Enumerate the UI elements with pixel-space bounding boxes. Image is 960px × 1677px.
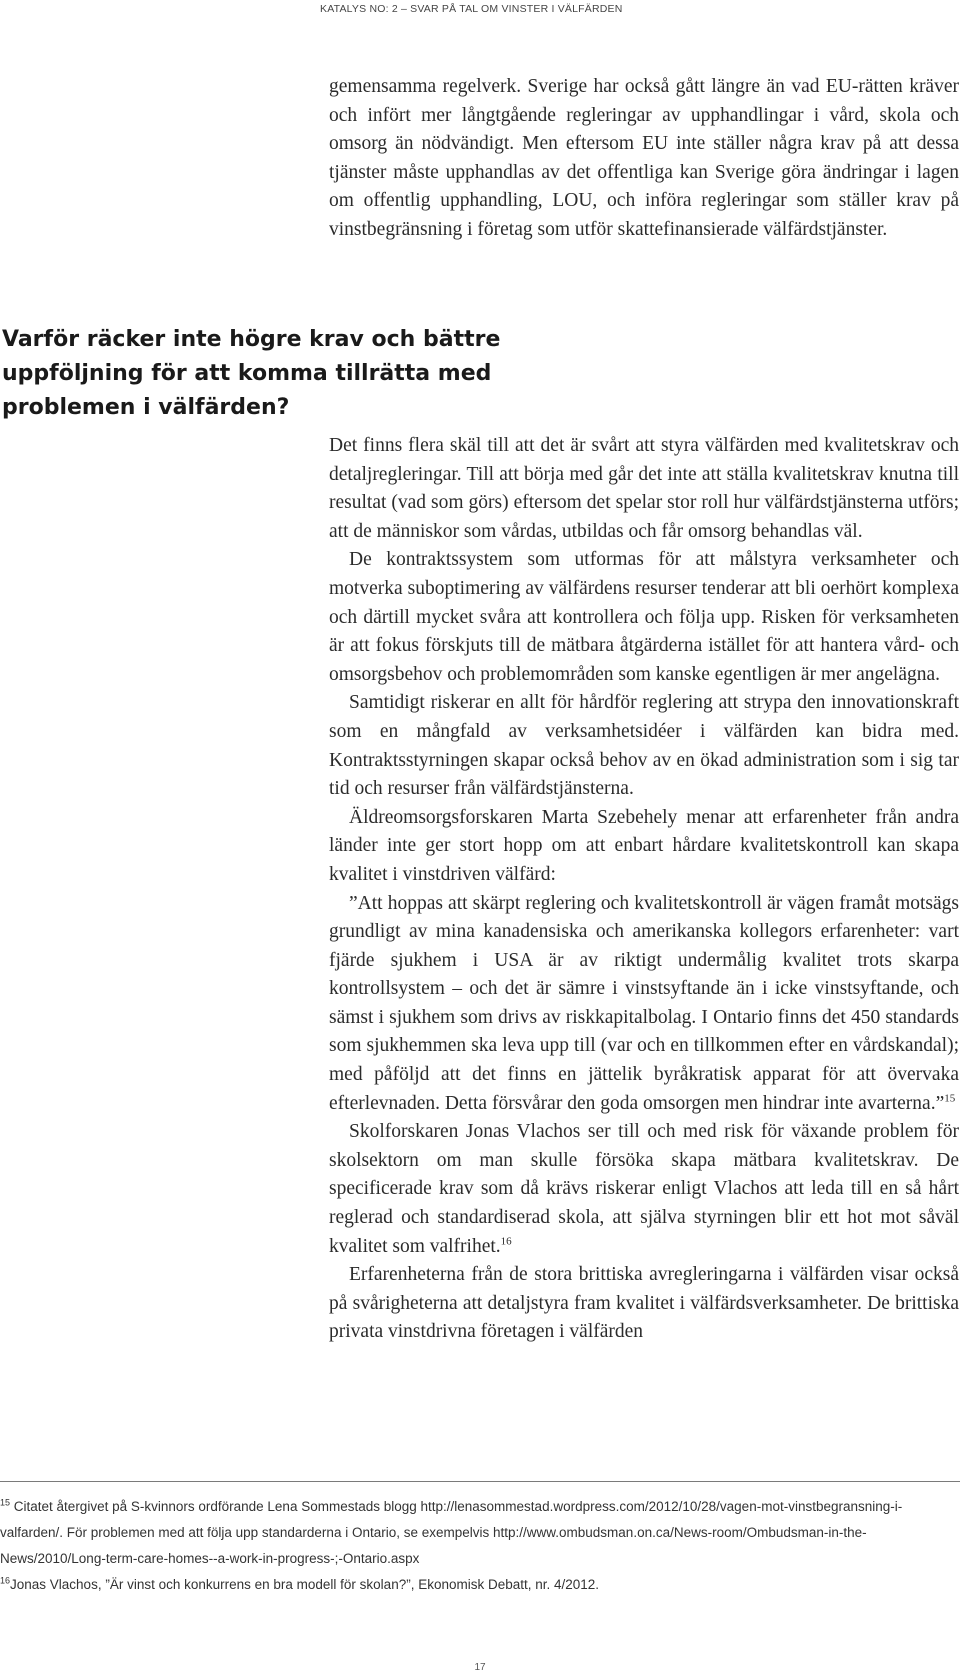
paragraph-7: Erfarenheterna från de stora brittiska avregleringarna i välfärden visar också på svårigheterna att detaljstyra fram kvalitet i välfärdsverksamheter. De brittiska privata vinstdrivna företagen i välfärden	[329, 1264, 959, 1343]
intro-paragraph: gemensamma regelverk. Sverige har också gått längre än vad EU-rätten kräver och infört mer långtgående regleringar av upphandlingar i vård, skola och omsorg än nödvändigt. Men eftersom EU inte ställer några krav på att dessa tjänster måste upphandlas av det offentliga kan Sverige göra ändringar i lagen om offentlig upphandling, LOU, och införa regleringar som ställer krav på vinstbegränsning i företag som utför skattefinansierade välfärdstjänster.	[329, 76, 959, 240]
running-head-title: SVAR PÅ TAL OM VINSTER I VÄLFÄRDEN	[410, 3, 623, 15]
footnote-15	[0, 1494, 960, 1572]
journal-name: KATALYS NO: 2	[320, 3, 398, 15]
footnote-text: Citatet återgivet på S-kvinnors ordförande Lena Sommestads blogg http://lenasommestad.wordpress.com/2012/10/28/vagen-mot-vinstbegransning-i-valfarden/. För problemen med att följa upp standarderna i Ontario, se exempelvis http://www.ombudsman.on.ca/News-room/Ombudsman-in-the-News/2010/Long-term-care-homes--a-work-in-progress-;-Ontario.aspx	[0, 1499, 903, 1566]
section-heading: Varför räcker inte högre krav och bättre uppföljning för att komma tillrätta med problemen i välfärden?	[2, 327, 501, 420]
footnote-16	[0, 1572, 960, 1598]
running-head-separator: –	[401, 3, 408, 15]
quote-paragraph	[329, 890, 959, 1119]
page-number: 17	[474, 1662, 486, 1673]
footnote-ref-16[interactable]: 16	[500, 1235, 512, 1248]
footnotes	[0, 1494, 960, 1598]
main-column	[329, 432, 959, 1347]
paragraph-6-text: Skolforskaren Jonas Vlachos ser till och med risk för växande problem för skolsektorn om man skulle försöka skapa mätbara kvalitetskrav. De specificerade krav som då krävs riskerar enligt Vlachos att leda till en så hårt reglerad och standardiserad skola, att själva styrningen blir ett hot mot såväl kvalitet som valfrihet.	[329, 1121, 959, 1257]
footnote-text: Jonas Vlachos, ”Är vinst och konkurrens en bra modell för skolan?”, Ekonomisk Debatt, nr. 4/2012.	[10, 1577, 600, 1592]
quote-text: ”Att hoppas att skärpt reglering och kvalitetskontroll är vägen framåt motsägs grundligt av mina kanadensiska och amerikanska kollegors erfarenheter: vart fjärde sjukhem i USA är av riktigt undermålig kvalitet trots skarpa kontrollsystem – och det är sämre i vinstsyftande än i icke vinstsyftande, och sämst i sjukhem som drivs av riskkapitalbolag. I Ontario finns det 450 standards som sjukhemmen ska leva upp till (var och en tillkommen efter en vårdskandal); med påföljd att det finns en jättelik byråkratisk apparat för att övervaka efterlevnaden. Detta försvårar den goda omsorgen men hindrar inte avarterna.”	[329, 892, 959, 1114]
paragraph-4: Äldreomsorgsforskaren Marta Szebehely menar att erfarenheter från andra länder inte ger stort hopp om att enbart hårdare kvalitetskontroll kan skapa kvalitet i vinstdriven välfärd:	[329, 806, 959, 885]
paragraph-6	[329, 1118, 959, 1261]
footnote-number: 16	[0, 1575, 11, 1586]
paragraph-2: De kontraktssystem som utformas för att målstyra verksamheter och motverka suboptimering av välfärdens resurser tenderar att bli oerhört komplexa och därtill mycket svåra att kontrollera och följa upp. Risken för verksamheten är att fokus förskjuts till de mätbara åtgärderna istället för att hantera vård- och omsorgsbehov och problemområden som kanske egentligen är mer angelägna.	[329, 549, 959, 685]
paragraph-1: Det finns flera skäl till att det är svårt att styra välfärden med kvalitetskrav och detaljregleringar. Till att börja med går det inte att ställa kvalitetskrav knutna till resultat (vad som görs) eftersom det spelar stor roll hur välfärdstjänsterna utförs; att de människor som vårdas, utbildas och får omsorg behandlas väl.	[329, 435, 959, 542]
footnote-ref-15[interactable]: 15	[944, 1092, 956, 1105]
running-head	[320, 3, 960, 15]
footnote-number: 15	[0, 1497, 11, 1508]
paragraph-3: Samtidigt riskerar en allt för hårdför reglering att strypa den innovationskraft som en mångfald av verksamhetsidéer i välfärden kan bidra med. Kontraktsstyrningen skapar också behov av en ökad administration som i sig tar tid och resurser från välfärdstjänsterna.	[329, 692, 959, 800]
intro-column	[329, 73, 959, 245]
footnote-divider	[0, 1481, 960, 1482]
